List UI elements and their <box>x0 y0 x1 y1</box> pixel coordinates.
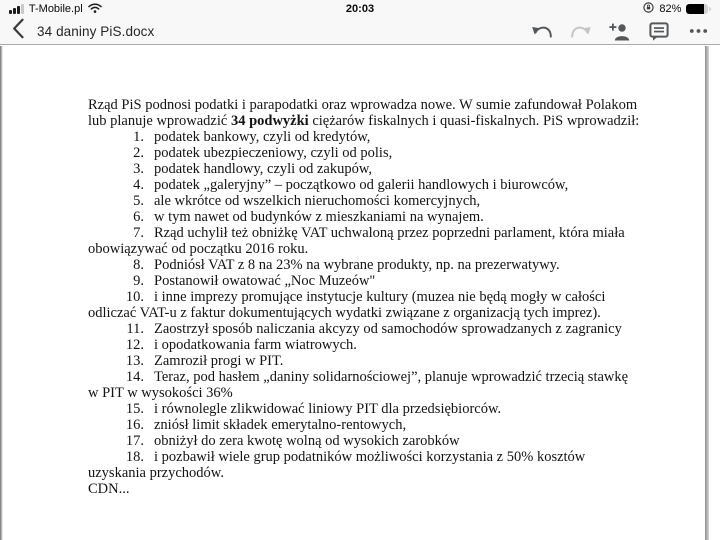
numbered-list <box>88 129 640 481</box>
list-item-text: Postanowił owatować „Noc Muzeów" <box>154 273 376 289</box>
list-item-number: 18. <box>125 449 144 465</box>
list-item-number: 12. <box>125 337 144 353</box>
comment-button[interactable] <box>647 21 671 41</box>
list-item-number: 8. <box>133 257 144 273</box>
more-options-button[interactable] <box>686 21 710 41</box>
list-item-text: i opodatkowania farm wiatrowych. <box>154 337 357 353</box>
intro-bold-text: 34 podwyżki <box>230 113 309 129</box>
list-item-number: 16. <box>125 417 144 433</box>
page-left-edge-shadow <box>0 46 3 540</box>
intro-paragraph <box>88 97 640 129</box>
add-person-button[interactable] <box>608 21 632 41</box>
list-item-number: 4. <box>133 177 144 193</box>
footer-text: CDN... <box>88 481 130 497</box>
list-item-text: podatek handlowy, czyli od zakupów, <box>154 161 372 177</box>
list-item <box>88 129 640 145</box>
battery-icon <box>686 4 711 15</box>
document-page[interactable] <box>0 46 720 540</box>
undo-button[interactable] <box>530 21 554 41</box>
list-item <box>88 401 640 417</box>
list-item-number: 14. <box>125 369 144 385</box>
list-item-number: 6. <box>133 209 144 225</box>
list-item <box>88 273 640 289</box>
list-item <box>88 433 640 449</box>
list-item-text: zniósł limit składek emerytalno-rentowych, <box>154 417 407 433</box>
list-item-text: podatek bankowy, czyli od kredytów, <box>154 129 371 145</box>
app-toolbar <box>0 18 720 44</box>
list-item-number: 2. <box>133 145 144 161</box>
list-item <box>88 321 640 337</box>
intro-text-before: Rząd PiS podnosi podatki i parapodatki oraz wprowadza nowe. W sumie zafundował Polakom lub planuje wprowadzić <box>88 97 638 129</box>
list-item-number: 13. <box>125 353 144 369</box>
status-bar <box>0 0 720 18</box>
list-item-text: Rząd uchylił też obniżkę VAT uchwaloną przez poprzedni parlament, która miała obowiązywać od początku 2016 roku. <box>88 225 625 257</box>
list-item-text: podatek „galeryjny” – początkowo od galerii handlowych i biurowców, <box>154 177 569 193</box>
list-item-text: Zamroził progi w PIT. <box>154 353 284 369</box>
list-item-number: 17. <box>125 433 144 449</box>
list-item-number: 7. <box>133 225 144 241</box>
list-item-text: Teraz, pod hasłem „daniny solidarnościowej”, planuje wprowadzić trzecią stawkę w PIT w wysokości 36% <box>88 369 629 401</box>
top-chrome <box>0 0 720 45</box>
list-item <box>88 369 640 401</box>
orientation-lock-icon <box>643 2 654 16</box>
list-item <box>88 145 640 161</box>
battery-fill <box>686 4 704 15</box>
list-item-text: Zaostrzył sposób naliczania akcyzy od samochodów sprowadzanych z zagranicy <box>154 321 622 337</box>
carrier-label: T-Mobile.pl <box>28 3 83 15</box>
wifi-icon <box>88 3 102 16</box>
list-item <box>88 417 640 433</box>
list-item-number: 3. <box>133 161 144 177</box>
intro-text-after: ciężarów fiskalnych i quasi-fiskalnych. PiS wprowadził: <box>308 113 640 129</box>
list-item-text: podatek ubezpieczeniowy, czyli od polis, <box>154 145 393 161</box>
page-right-edge-shadow <box>705 46 709 540</box>
list-item-number: 15. <box>125 401 144 417</box>
list-item-number: 9. <box>133 273 144 289</box>
list-item-text: i pozbawił wiele grup podatników możliwości korzystania z 50% kosztów uzyskania przychodów. <box>88 449 586 481</box>
list-item <box>88 353 640 369</box>
list-item-text: ale wkrótce od wszelkich nieruchomości komercyjnych, <box>154 193 481 209</box>
list-item <box>88 193 640 209</box>
list-item-text: Podniósł VAT z 8 na 23% na wybrane produkty, np. na prezerwatywy. <box>154 257 560 273</box>
back-button[interactable] <box>12 18 24 44</box>
list-item-number: 11. <box>126 321 144 337</box>
list-item <box>88 289 640 321</box>
list-item-number: 10. <box>125 289 144 305</box>
list-item <box>88 161 640 177</box>
list-item <box>88 177 640 193</box>
list-item-text: i inne imprezy promujące instytucje kultury (muzea nie będą mogły w całości odliczać VAT-u z faktur dokumentujących wydatki związane z organizacją tych imprez). <box>88 289 606 321</box>
list-item-text: i równolegle zlikwidować liniowy PIT dla przedsiębiorców. <box>154 401 502 417</box>
cellular-signal-icon <box>9 4 24 14</box>
list-item <box>88 449 640 481</box>
list-item <box>88 209 640 225</box>
list-item-text: obniżył do zera kwotę wolną od wysokich zarobków <box>154 433 460 449</box>
list-item <box>88 257 640 273</box>
toolbar-actions <box>530 18 710 44</box>
status-time: 20:03 <box>345 3 375 15</box>
list-item <box>88 337 640 353</box>
battery-percent-label: 82% <box>659 3 682 15</box>
list-item <box>88 225 640 257</box>
document-title: 34 daniny PiS.docx <box>37 23 155 39</box>
back-chevron-icon <box>12 18 24 44</box>
redo-button[interactable] <box>569 21 593 41</box>
list-item-number: 5. <box>133 193 144 209</box>
document-body <box>88 97 640 497</box>
list-item-number: 1. <box>133 129 144 145</box>
list-item-text: w tym nawet od budynków z mieszkaniami na wynajem. <box>154 209 484 225</box>
